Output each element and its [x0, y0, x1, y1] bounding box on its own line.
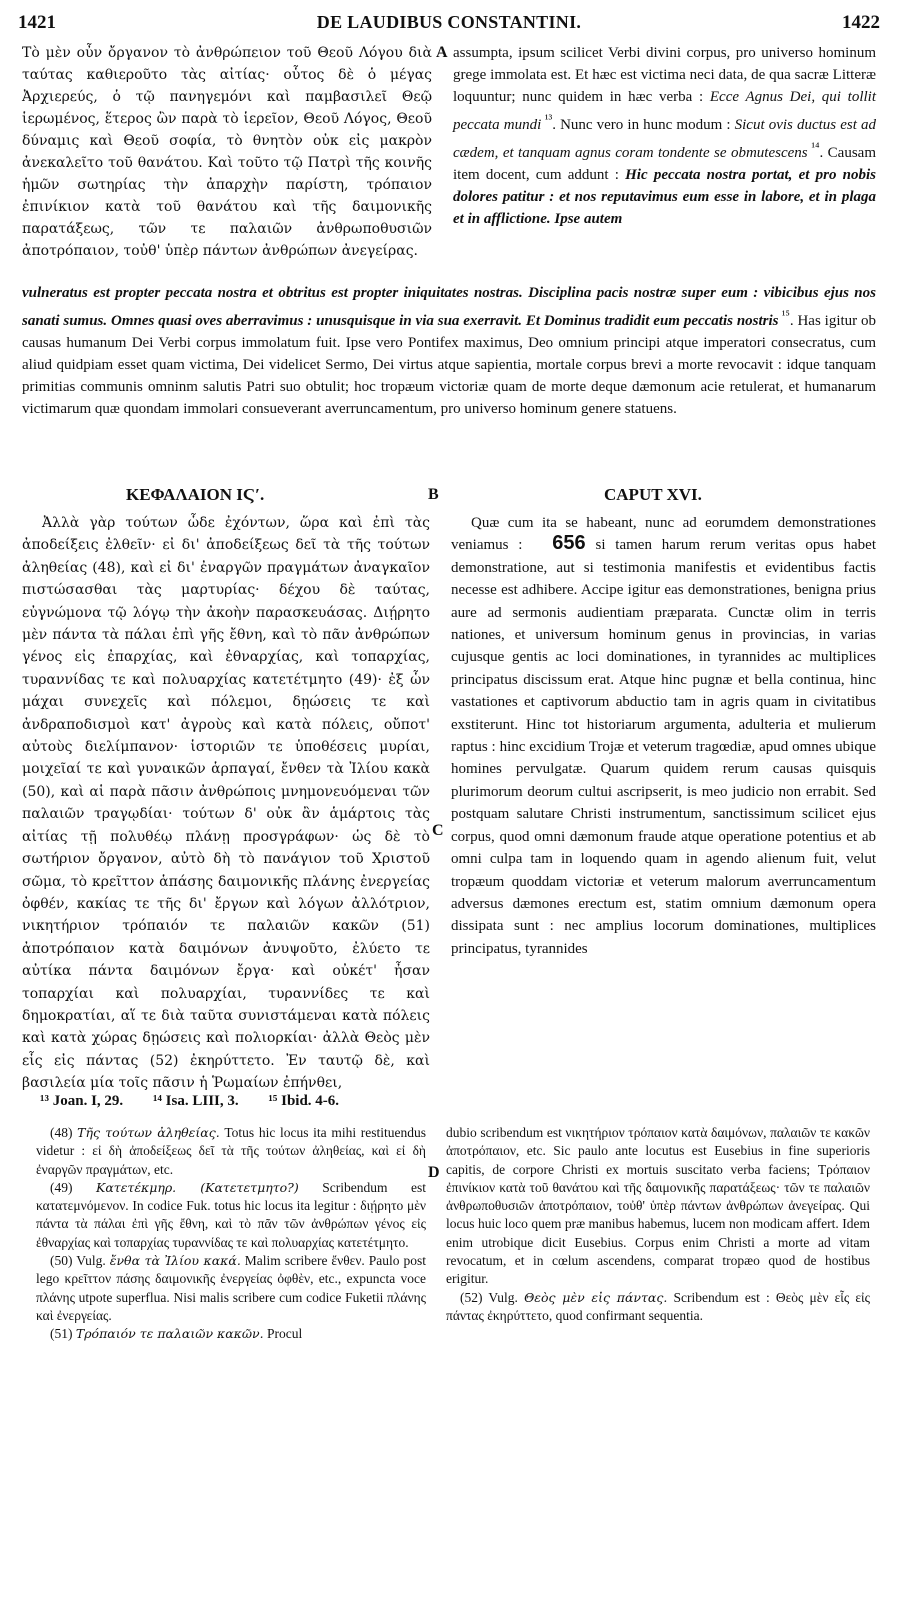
greek-chapter-heading: ΚΕΦΑΛΑΙΟΝ ΙϚʹ. [126, 485, 265, 504]
note-lemma: Τρόπαιόν τε παλαιῶν κακῶν. [75, 1326, 264, 1342]
note-51 [36, 1325, 426, 1343]
note-number: (48) [50, 1125, 78, 1140]
greek-column-top [22, 42, 432, 262]
latin-chapter-text [451, 512, 876, 960]
note-lemma: Κατετέκμηρ. (Κατετετμητο?) [96, 1179, 299, 1195]
latin-column-top [453, 42, 876, 230]
note-lemma: Θεὸς μὲν εἰς πάντας. [524, 1289, 668, 1305]
latin-full-width-paragraph [22, 282, 876, 420]
latin-column-chapter [451, 512, 876, 960]
running-header [18, 8, 880, 38]
margin-page-marker: 656 [552, 532, 586, 555]
reference-item: ¹⁵ Ibid. 4-6. [268, 1093, 340, 1109]
scripture-quote: vulneratus est propter peccata nostra et obtritus est propter iniquitates nostras. Disciplina pacis nostræ super eum : vibicibus ejus nos sanati sumus. Omnes quasi oves aberravimus : unusquisque in via sua exerravit. Et Dominus tradidit eum peccatis nostris [22, 285, 876, 329]
greek-column-chapter [22, 512, 430, 1095]
section-marker-a: A [436, 44, 448, 61]
reference-item: ¹⁴ Isa. LIII, 3. [152, 1093, 239, 1109]
note-text: Malim scribere ἔνθεν. Paulo post lego κρεῖττον πάσης δαιμονικῆς ἐνεργείας ὀφθὲν, etc., expuncta voce πλάνης utpote superflua. Nisi malis scribere cum codice Fuketii πλάνης καὶ ἐνεργείας. [36, 1253, 426, 1323]
section-marker-b: B [428, 486, 439, 503]
note-number: (52) Vulg. [460, 1289, 525, 1305]
footnote-ref: ¹⁴ [807, 140, 820, 154]
latin-chapter-heading: CAPUT XVI. [604, 485, 702, 504]
note-text: Scribendum est : Θεὸς μὲν εἷς εἰς πάντας ἐκηρύττετο, quod confirmant sequentia. [446, 1289, 871, 1323]
notes-right-column [446, 1124, 870, 1325]
running-title: DE LAUDIBUS CONSTANTINI. [316, 12, 582, 32]
page-number-right: 1422 [842, 12, 880, 33]
note-number: (50) Vulg. [50, 1253, 110, 1269]
greek-chapter-text: Ἀλλὰ γὰρ τούτων ὧδε ἐχόντων, ὥρα καὶ ἐπὶ τὰς ἀποδείξεις ἐλθεῖν· εἰ δι' ἀποδείξεως δεῖ τὰ τῆς τούτων ἀληθείας (48), καὶ εἰ δι' ἐναργῶν πραγμάτων ἀναγκαῖον πιστώσασθαι τὰς μαρτυρίας· δέχου δὲ ταύτας, εὐγνώμονα τῷ λόγῳ τὴν ἀκοὴν παρασκευάσας. Διῄρητο μὲν πάντα τὰ πάλαι ἐπὶ γῆς ἔθνη, καὶ τὸ πᾶν ἀνθρώπων γένος εἰς ἐπαρχίας, καὶ ἐθναρχίας, καὶ τοπαρχίας, τυραννίδας τε καὶ πολυαρχίας κατετέτμητο (49)· ἐξ ὧν μάχαι συνεχεῖς καὶ πόλεμοι, δῃώσεις τε καὶ ἀνδραποδισμοὶ κατ' ἀγροὺς καὶ κατὰ πόλεις, οὔποτ' αὐτοὺς διελίμπανον· ἱστοριῶν τε ὑποθέσεις μυρίαι, μοιχεῖαί τε καὶ γυναικῶν ἁρπαγαί, ἔνθεν τὰ Ἰλίου κακὰ (50), καὶ αἱ παρὰ πᾶσιν ἀνθρώποις μνημονευόμεναι τῶν παλαιῶν τραγῳδίαι· τούτων δ' οὐκ ἂν ἁμάρτοις τὰς αἰτίας τῇ πολυθέῳ πλάνῃ προσγράφων· ὡς δὲ τὸ σωτήριον ὄργανον, αὐτὸ δὴ τὸ πανάγιον τοῦ Χριστοῦ σῶμα, τὸ κρεῖττον ἁπάσης δαιμονικῆς πλάνης ἐνεργείας ὀφθέν, κακίας τε τῆς δι' ἔργων καὶ λόγων ἀλλότριον, νικητήριον τρόπαιόν τε παλαιῶν κακῶν (51) ἀποτρόπαιον κατὰ δαιμόνων ἀνυψοῦτο, ἐλύετο τε αὐτίκα πάντα δαιμόνων ἔργα· καὶ οὐκέτ' ἦσαν τοπαρχίαι καὶ πολυαρχίαι, τυραννίδες τε καὶ δημοκρατίαι, αἵ τε διὰ ταῦτα συνιστάμεναι κατὰ πόλεις καὶ κατὰ χώρας δῃώσεις καὶ πολιορκίαι· ἀλλὰ Θεὸς μὲν εἷς εἰς πάντας (52) ἐκηρύττετο. Ἐν ταυτῷ δὲ, καὶ βασιλεία μία τοῖς πᾶσιν ἡ Ῥωμαίων ἐπήνθει, [22, 515, 430, 1092]
note-text: Procul [263, 1326, 303, 1342]
latin-text: si tamen harum rerum veritas opus habet demonstratione, aut si testimonia manifestis et evidentibus factis necesse est adhibere. Accipe igitur eas demonstrationes, benigna prius aure ad sermonis audientiam præparata. Cunctæ olim in terris nationes, et universum hominum genus in provincias, in varias cujusque gentis ac loci dominationes, in tyrannides ac multiplices principatus discissum erat. Atque hinc pugnæ et bella continua, hinc vastationes et captivorum abductio tam in agris quam in civitatibus exstiterunt. Hinc tot historiarum argumenta, adulteria et mulierum raptus : hinc excidium Trojæ et veterum tragœdiæ, apud omnes ubique homines pervulgatæ. Quarum quidem rerum causas quisquis plurimorum deorum cultui ascripserit, is meo judicio non errabit. Sed postquam salutare Christi instrumentum, sanctissimum scilicet ejus corpus, quod omni dæmonum fraude atque operatione potentius et ab omni culpa tam in loquendo quam in agendo alienum fuit, velut tropæum quoddam victoriæ et veterum malorum averruncamentum adversus dæmones erectum est, statim omnium dæmonum opera dissipata sunt : nec amplius locorum dominationes, multiplices principatus, tyrannides [451, 537, 876, 957]
scripture-quote: Sicut ovis ductus est ad cædem, et tanquam agnus coram tondente se obmutescens [453, 117, 876, 161]
note-50 [36, 1252, 426, 1325]
note-text: Scribendum est κατατεμνόμενον. In codice Fuk. totus hic locus ita legitur : διῄρητο μὲν πάντα τὰ πάλαι ἐπὶ γῆς ἔθνη, καὶ τὸ πᾶν τῶν ἀνθρώπων γένος εἰς ἐθναρχίας καὶ τοπαρχίας τυραννίδας τε καὶ πολυαρχίας κατετέτμητο. [36, 1179, 426, 1250]
latin-paragraph-top [453, 42, 876, 230]
notes-left-column [36, 1124, 426, 1344]
note-text: Totus hic locus ita mihi restituendus videtur : εἰ δὴ ἀποδείξεως δεῖ τὰ τῆς τούτων ἀληθείας, καὶ εἰ δὴ ἐναργῶν πραγμάτων, etc. [36, 1125, 426, 1177]
note-number: (49) [50, 1179, 96, 1195]
note-number: (51) [50, 1326, 76, 1342]
latin-text: assumpta, ipsum scilicet Verbi divini corpus, pro universo hominum grege immolata est. Et hæc est victima neci data, de qua sacræ Litteræ loquuntur; nunc quidem in hæc verba : [453, 45, 876, 105]
scripture-quote: Ecce Agnus Dei, qui tollit peccata mundi [453, 89, 876, 133]
latin-text: Quæ cum ita se habeant, nunc ad eorumdem demonstrationes veniamus : [451, 515, 876, 554]
greek-paragraph-top: Τὸ μὲν οὖν ὄργανον τὸ ἀνθρώπειον τοῦ Θεοῦ Λόγου διὰ ταύτας καθιεροῦτο τὰς αἰτίας· οὗτος δὲ ὁ μέγας Ἀρχιερεύς, ὁ τῷ πανηγεμόνι καὶ παμβασιλεῖ Θεῷ ἱερωμένος, ἕτερος ὢν παρὰ τὸ ἱερεῖον, Θεοῦ Λόγος, Θεοῦ δύναμις καὶ Θεοῦ σοφία, τὸ θνητὸν οὐκ εἰς μακρὸν ἀνεκαλεῖτο τοῦ θανάτου. Καὶ τοῦτο τῷ Πατρὶ τῆς κοινῆς ἡμῶν σωτηρίας τὴν ἀπαρχὴν παρίστη, τρόπαιον ἐπινίκιον κατὰ τοῦ θανάτου καὶ τῆς δαιμονικῆς παρατάξεως, τῶν τε παλαιῶν ἀνθρωποθυσιῶν ἀποτρόπαιον, τοὐθ' ὑπὲρ πάντων ἀνθρώπων ἀνεγείρας. [22, 45, 432, 259]
note-48 [36, 1124, 426, 1179]
note-51-continued [446, 1124, 870, 1289]
scripture-quote: Hic peccata nostra portat, et pro nobis dolores patitur : et nos reputavimus eum esse in labore, et in plaga et in afflictione. Ipse autem [453, 167, 876, 227]
latin-text: . Nunc vero in hunc modum : [552, 117, 735, 133]
page-number-left: 1421 [18, 12, 56, 33]
section-marker-c: C [432, 822, 444, 839]
section-marker-d: D [428, 1164, 440, 1181]
note-text: dubio scribendum est νικητήριον τρόπαιον κατὰ δαιμόνων, παλαιῶν τε κακῶν ἀποτρόπαιον, etc. Sic paulo ante locutus est Eusebius in fine superioris capitis, de corpore Christi ex mortuis suscitato verba faciens; Τρόπαιον ἐπινίκιον κατὰ τοῦ θανάτου καὶ τῆς δαιμονικῆς παρατάξεως· τῶν τε παλαιῶν ἀνθρωποθυσιῶν ἀποτρόπαιον, τοὐθ' ὑπὲρ πάντων ἀνθρώπων ἀνεγείρας. Qui locus huic loco quem præ manibus habemus, lucem non modicam affert. Idem enim utrobique dicit Eusebius. Corpus enim Christi a morte ad vitam revocatum, et in cœlum ascendens, comparat tropæo quod de hostibus erigitur. [446, 1125, 870, 1287]
scripture-references [40, 1093, 365, 1110]
note-49 [36, 1179, 426, 1252]
footnote-ref: ¹⁵ [778, 308, 790, 322]
note-lemma: Τῆς τούτων ἀληθείας. [77, 1125, 220, 1140]
note-52 [446, 1289, 870, 1326]
reference-item: ¹³ Joan. I, 29. [40, 1093, 124, 1109]
footnote-ref: ¹³ [541, 112, 553, 126]
latin-text: . Causam item docent, cum addunt : [453, 145, 877, 183]
latin-text: . Has igitur ob causas humanum Dei Verbi corpus immolatum fuit. Ipse vero Pontifex maximus, Deo omnium principi atque imperatori consecratus, cum aliud quidpiam esset quam victima, Dei videlicet Sermo, Dei virtus atque sapientia, mortale corpus brevi a morte revocavit : idque tanquam primitias communis omninm salutis Patri suo obtulit; hoc tropæum victoriæ quam de morte deque dæmonum acie retulerat, et humanarum victimarum quæ quondam immolari consueverant averruncamentum, pro universo hominum genere statuens. [22, 313, 877, 417]
note-lemma: ἔνθα τὰ Ἰλίου κακά. [109, 1253, 241, 1269]
